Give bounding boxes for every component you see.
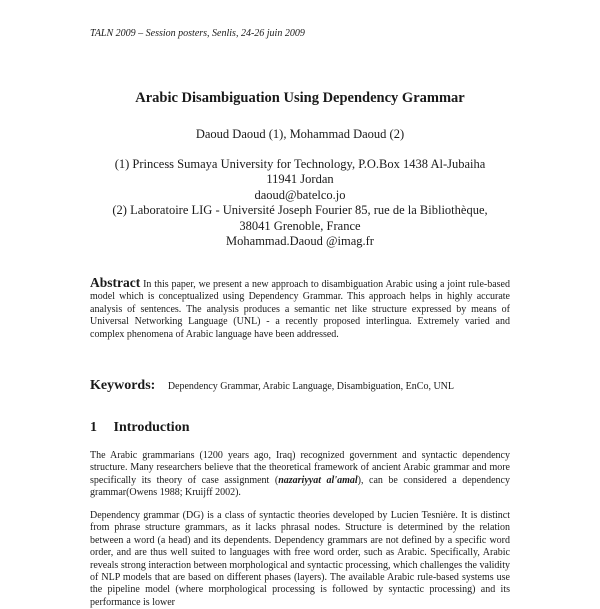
affiliations [0, 157, 600, 249]
abstract-text: In this paper, we present a new approach to disambiguation Arabic using a joint rule-based model which is conceptualized using Dependency Grammar. This approach helps in highly accurate analysis of sentences. The analysis produces a semantic net like structure expressed by means of Universal Networking Language (UNL) - a recently proposed interlingua. Extremely varied and complex phenomena of Arabic language have been addressed. [90, 279, 510, 340]
keywords-block [90, 378, 510, 394]
authors-line: Daoud Daoud (1), Mohammad Daoud (2) [195, 127, 405, 141]
paragraph-text: ), can be considered a dependency grammar(Owens 1988; Kruijff 2002). [90, 474, 510, 499]
intro-paragraph-2: Dependency grammar (DG) is a class of syntactic theories developed by Lucien Tesnière. It is distinct from phrase structure grammars, as it lacks phrasal nodes. Structure is determined by the relation between a word (a head) and its dependents. Dependency grammars are not defined by a specific word order, and are thus well suited to languages with free word order, such as Arabic. Specifically, Arabic reveals strong interaction between morphological and syntactic processing, which challenges the validity of NLP models that are based on different phases (layers). The available Arabic rule-based systems use the pipeline model (where morphological processing is followed by syntactic processing) and its performance is lower [90, 510, 510, 608]
abstract-block [90, 277, 510, 341]
section-heading [90, 420, 189, 436]
affiliation-line: (1) Princess Sumaya University for Technology, P.O.Box 1438 Al-Jubaiha [114, 157, 486, 171]
section-title: Introduction [113, 420, 190, 435]
email-line: Mohammad.Daoud @imag.fr [226, 234, 374, 249]
running-head: TALN 2009 – Session posters, Senlis, 24-26 juin 2009 [90, 28, 305, 39]
abstract-label: Abstract [90, 275, 141, 290]
affiliation-line: 11941 Jordan [266, 172, 334, 187]
emphasized-term: nazariyyat al'amal [278, 474, 358, 486]
section-number: 1 [90, 420, 97, 435]
affiliation-line: 38041 Grenoble, France [239, 218, 361, 233]
affiliation-line: (2) Laboratoire LIG - Université Joseph Fourier 85, rue de la Bibliothèque, [112, 203, 488, 218]
email-line: daoud@batelco.jo [254, 187, 346, 202]
paper-title: Arabic Disambiguation Using Dependency Grammar [135, 90, 465, 106]
intro-paragraph-1 [90, 450, 510, 500]
paragraph-text: The Arabic grammarians (1200 years ago, Iraq) recognized government and syntactic dependency structure. Many researchers believe that the theoretical framework of ancient Arabic grammar and more specifically its theory of case assignment ( [90, 450, 510, 486]
keywords-label: Keywords: [90, 378, 156, 393]
keywords-text: Dependency Grammar, Arabic Language, Disambiguation, EnCo, UNL [167, 381, 455, 392]
